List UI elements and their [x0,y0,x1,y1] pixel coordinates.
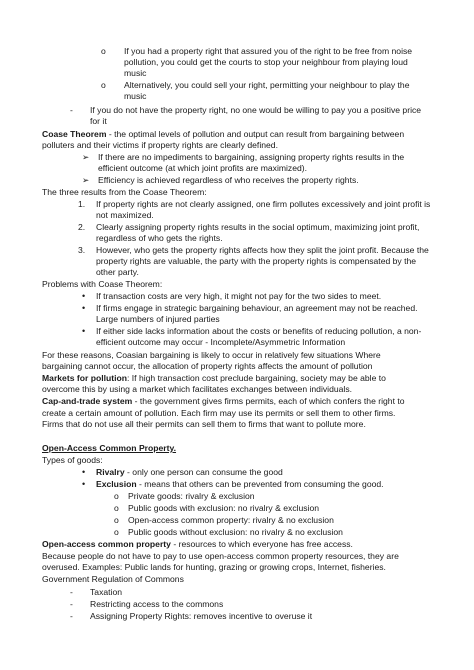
text-line: regardless of who gets the rights. [96,233,223,243]
text-line: If property rights are not clearly assigned, one firm pollutes excessively and joint profit is [96,199,431,209]
text-line: other party. [96,267,139,277]
text-line: The three results from the Coase Theorem: [42,187,207,197]
text-line: - the optimal levels of pollution and output can result from bargaining between [106,129,405,139]
text-line: Public goods with exclusion: no rivalry & exclusion [128,503,320,513]
text-line: If transaction costs are very high, it might not pay for the two sides to meet. [96,291,382,301]
dot-bullet-icon: • [82,326,86,336]
text-line: create a certain amount of pollution. Each firm may use its permits or sell them to other firms. [42,408,396,418]
list-number: 3. [78,245,86,255]
text-line: Public goods without exclusion: no rivalry & no exclusion [128,527,343,537]
dash-bullet-icon: - [70,105,73,115]
exclusion-line: Exclusion - means that others can be prevented from consuming the good. [96,479,384,489]
markets-paragraph [42,373,386,384]
text-line: - the government gives firms permits, each of which confers the right to [132,396,405,406]
text-line: pollution, you could get the courts to stop your neighbour from playing loud [124,57,408,67]
list-number: 2. [78,222,86,232]
text-line: efficient outcome may occur - Incomplete/Asymmetric Information [96,337,346,347]
text-line: Problems with Coase Theorem: [42,279,163,289]
text-line: Clearly assigning property rights results in the social optimum, maximizing joint profit, [96,222,420,232]
text-line: Taxation [90,587,123,597]
arrow-bullet-icon: ➢ [82,175,90,185]
text-line: If there are no impediments to bargaining, assigning property rights results in the [98,152,405,162]
text-line: bargaining cannot occur, the allocation of property rights affects the amount of pollution [42,361,373,371]
text-line: If either side lacks information about the costs or benefits of reducing pollution, a non- [96,326,422,336]
text-line: Alternatively, you could sell your right, permitting your neighbour to play the [124,80,410,90]
text-line: Private goods: rivalry & exclusion [128,491,255,501]
circle-bullet-icon: o [114,491,119,501]
text-line: music [124,68,147,78]
circle-bullet-icon: o [101,80,106,90]
dot-bullet-icon: • [82,291,86,301]
dash-bullet-icon: - [70,599,73,609]
dash-bullet-icon: - [70,611,73,621]
dot-bullet-icon: • [82,467,86,477]
text-line: property rights are valuable, the party with the property rights is compensated by the [96,256,417,266]
cap-trade-paragraph [42,396,405,407]
circle-bullet-icon: o [101,46,106,56]
text-line: However, who gets the property rights affects how they split the joint profit. Because the [96,245,429,255]
text-line: efficient outcome (at which joint profits are maximized). [98,163,308,173]
markets-heading: Markets for pollution [42,373,127,383]
text-line: music [124,91,147,101]
text-line: If you do not have the property right, no one would be willing to pay you a positive price [90,105,422,115]
list-number: 1. [78,199,86,209]
section-heading: Open-Access Common Property. [42,443,177,453]
circle-bullet-icon: o [114,515,119,525]
circle-bullet-icon: o [114,503,119,513]
cap-trade-heading: Cap-and-trade system [42,396,133,406]
text-line: overused. Examples: Public lands for hunting, grazing or growing crops, Internet, fisheries. [42,562,386,572]
coase-heading: Coase Theorem [42,129,107,139]
text-line: For these reasons, Coasian bargaining is likely to occur in relatively few situations Where [42,350,381,360]
text-line: Open-access common property: rivalry & no exclusion [128,515,334,525]
dash-bullet-icon: - [70,587,73,597]
text-line: overcome this by using a market which facilitates exchanges between individuals. [42,384,353,394]
text-line: If you had a property right that assured you of the right to be free from noise [124,46,413,56]
text-line: Types of goods: [42,455,103,465]
text-line: Efficiency is achieved regardless of who receives the property rights. [98,175,359,185]
text-line: polluters and their victims if property rights are clearly defined. [42,140,278,150]
ocp-definition: Open-access common property - resources to which everyone has free access. [42,539,353,549]
text-line: Large numbers of injured parties [96,314,220,324]
text-line: If firms engage in strategic bargaining behaviour, an agreement may not be reached. [96,303,418,313]
circle-bullet-icon: o [114,527,119,537]
text-line: Firms that do not use all their permits can sell them to firms that want to pollute more. [42,419,366,429]
text-line: not maximized. [96,210,154,220]
arrow-bullet-icon: ➢ [82,152,90,162]
coase-paragraph [42,129,404,140]
dot-bullet-icon: • [82,303,86,313]
text-line: Restricting access to the commons [90,599,224,609]
text-line: Because people do not have to pay to use open-access common property resources, they are [42,551,399,561]
dot-bullet-icon: • [82,479,86,489]
text-line: Assigning Property Rights: removes incentive to overuse it [90,611,313,621]
text-line: Government Regulation of Commons [42,574,184,584]
rivalry-line: Rivalry - only one person can consume the good [96,467,283,477]
text-line: for it [90,116,107,126]
text-line: : If high transaction cost preclude bargaining, society may be able to [127,373,386,383]
